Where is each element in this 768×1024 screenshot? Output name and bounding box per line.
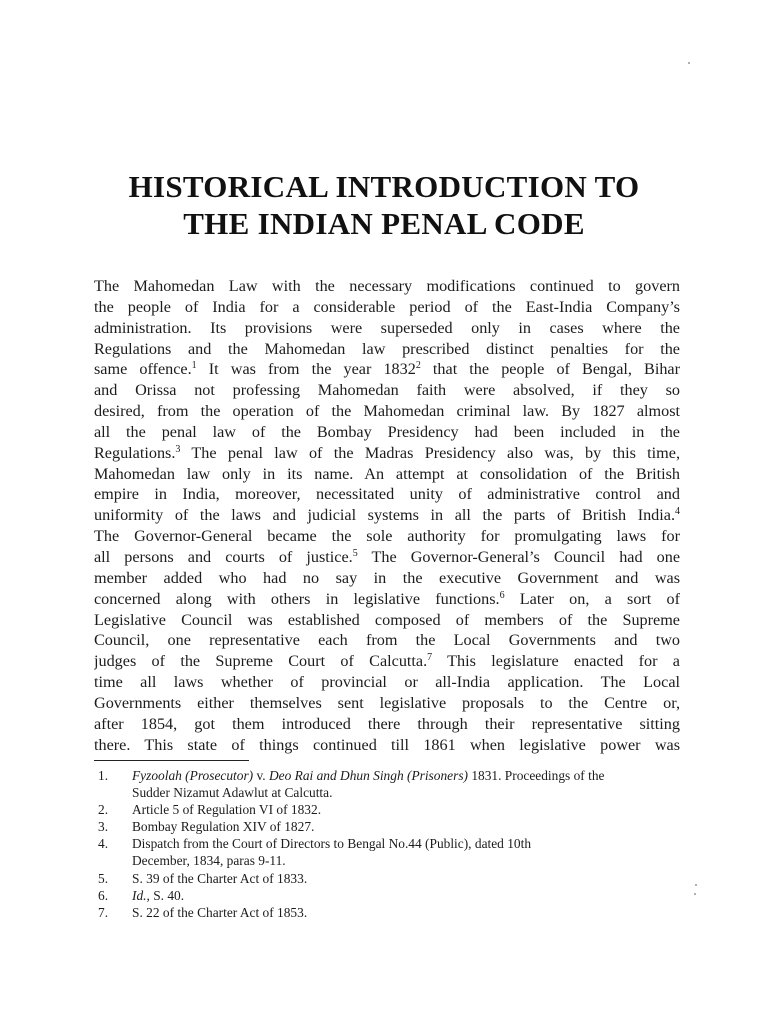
footnote-ref: 1	[191, 360, 197, 372]
body-line: desired, from the operation of the Mahomedan criminal law. By 1827 almost	[94, 402, 680, 421]
title-line-1: HISTORICAL INTRODUCTION TO	[128, 169, 640, 204]
body-line: The Mahomedan Law with the necessary modifications continued to govern	[94, 277, 680, 295]
footnote-ref: 5	[352, 547, 358, 559]
body-line: Regulations and the Mahomedan law prescribed distinct penalties for the	[94, 339, 680, 358]
footnote-text: Dispatch from the Court of Directors to Bengal No.44 (Public), dated 10th December, 1834, paras 9-11.	[132, 836, 532, 869]
body-line: all persons and courts of justice.$^5$ The Governor-General’s Council had one	[94, 547, 680, 566]
body-line: empire in India, moreover, necessitated unity of administrative control and	[94, 485, 680, 504]
footnote-number: 5.	[98, 870, 109, 886]
page-title	[0, 168, 768, 242]
footnote-item	[94, 767, 684, 801]
footnote-number: 4.	[98, 836, 109, 852]
body-line: the people of India for a considerable period of the East-India Company’s	[94, 297, 680, 316]
body-line: Mahomedan law only in its name. An attempt at consolidation of the British	[94, 464, 680, 483]
body-line: administration. Its provisions were superseded only in cases where the	[94, 318, 680, 337]
footnote-text: S. 39 of the Charter Act of 1833.	[132, 870, 308, 886]
scan-speck	[695, 884, 697, 886]
body-line: Legislative Council was established composed of members of the Supreme	[94, 610, 680, 629]
body-line: time all laws whether of provincial or all-India application. The Local	[94, 673, 680, 692]
footnote-ref: 6	[499, 589, 505, 601]
footnote-item	[94, 887, 684, 904]
title-line-2: THE INDIAN PENAL CODE	[183, 206, 585, 241]
body-line: uniformity of the laws and judicial systems in all the parts of British India.$^4$	[94, 506, 680, 525]
body-line: and Orissa not professing Mahomedan faith were absolved, if they so	[94, 381, 680, 400]
body-line: all the penal law of the Bombay Presidency had been included in the	[94, 422, 680, 441]
footnote-item	[94, 904, 684, 921]
footnote-number: 6.	[98, 887, 109, 903]
body-line: there. This state of things continued till 1861 when legislative power was	[94, 735, 680, 754]
footnote-text: Fyzoolah (Prosecutor) v. Deo Rai and Dhun Singh (Prisoners) 1831. Proceedings of the Sudder Nizamut Adawlut at Calcutta.	[132, 768, 605, 801]
footnote-text: Id., S. 40.	[132, 887, 185, 903]
footnote-ref: 4	[675, 506, 680, 518]
body-paragraph	[94, 276, 680, 755]
footnote-item	[94, 801, 684, 818]
footnote-ref: 7	[427, 652, 433, 664]
footnote-text: S. 22 of the Charter Act of 1853.	[132, 904, 308, 920]
body-line: member added who had no say in the executive Government and was	[94, 568, 680, 587]
footnote-number: 2.	[98, 802, 109, 818]
footnote-number: 1.	[98, 768, 109, 783]
body-line: The Governor-General became the sole authority for promulgating laws for	[94, 527, 680, 546]
scan-speck	[688, 62, 690, 64]
body-line: judges of the Supreme Court of Calcutta.$^7$ This legislature enacted for a	[94, 652, 680, 671]
footnote-item	[94, 835, 684, 869]
body-line: same offence.$^1$ It was from the year 1832$^2$ that the people of Bengal, Bihar	[94, 360, 680, 379]
body-line: Governments either themselves sent legislative proposals to the Centre or,	[94, 693, 680, 712]
footnote-ref: 2	[415, 360, 421, 372]
body-line: after 1854, got them introduced there through their representative sitting	[94, 714, 680, 733]
footnote-number: 3.	[98, 819, 109, 835]
body-line: Council, one representative each from the Local Governments and two	[94, 631, 680, 650]
footnote-text: Article 5 of Regulation VI of 1832.	[132, 802, 322, 818]
body-line: concerned along with others in legislative functions.$^6$ Later on, a sort of	[94, 589, 680, 608]
body-line: Regulations.$^3$ The penal law of the Madras Presidency also was, by this time,	[94, 443, 680, 462]
footnote-number: 7.	[98, 904, 109, 920]
footnote-item	[94, 818, 684, 835]
footnote-ref: 3	[175, 443, 181, 455]
footnote-item	[94, 870, 684, 887]
scan-speck	[694, 893, 696, 895]
footnote-divider	[94, 760, 249, 761]
footnote-text: Bombay Regulation XIV of 1827.	[132, 819, 315, 835]
footnotes	[94, 767, 684, 921]
